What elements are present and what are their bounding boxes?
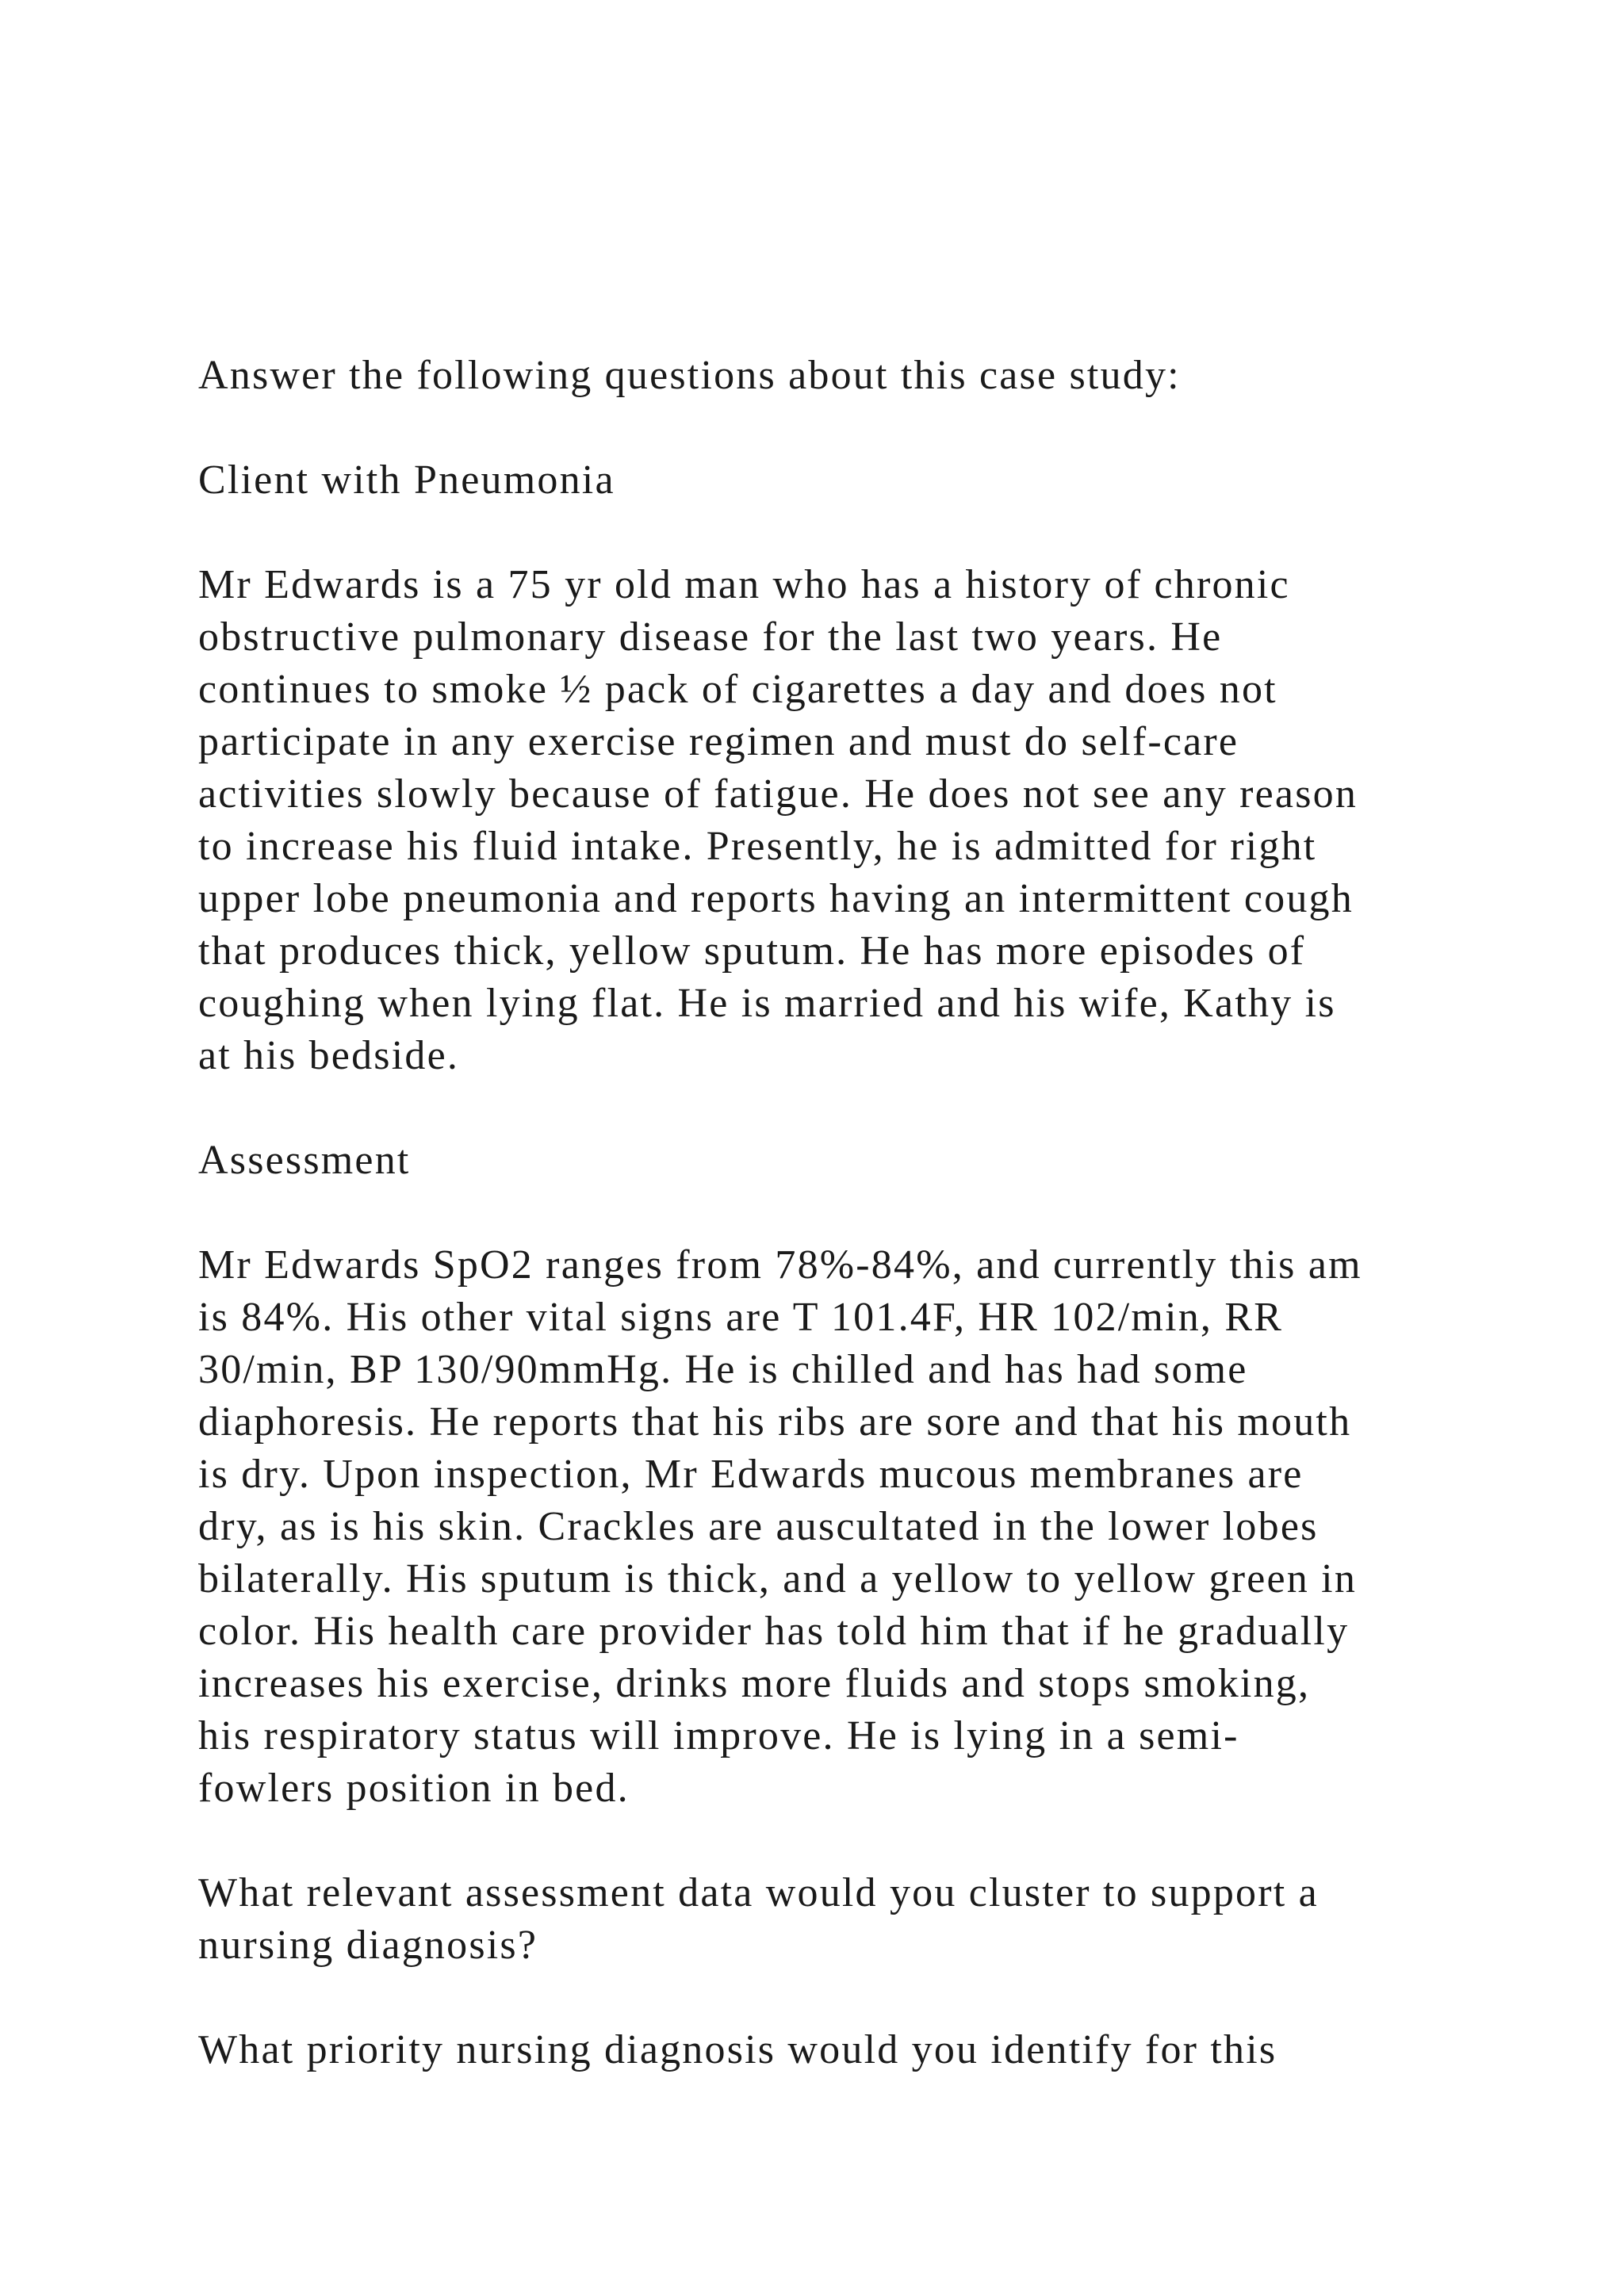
text-line: Mr Edwards is a 75 yr old man who has a history of chronic — [198, 562, 1290, 607]
text-line: Assessment — [198, 1138, 411, 1183]
text-line: bilaterally. His sputum is thick, and a yellow to yellow green in — [198, 1556, 1358, 1601]
text-line: Answer the following questions about this case study: — [198, 353, 1181, 398]
text-line: 30/min, BP 130/90mmHg. He is chilled and has had some — [198, 1347, 1248, 1392]
text-line: Mr Edwards SpO2 ranges from 78%-84%, and currently this am — [198, 1242, 1362, 1288]
text-line: color. His health care provider has told him that if he gradually — [198, 1609, 1350, 1654]
case-title — [198, 454, 1546, 507]
assessment-paragraph — [198, 1239, 1546, 1815]
text-line: nursing diagnosis? — [198, 1923, 538, 1968]
text-line: obstructive pulmonary disease for the last two years. He — [198, 614, 1223, 660]
text-line: continues to smoke ½ pack of cigarettes a day and does not — [198, 667, 1277, 712]
text-line: his respiratory status will improve. He is lying in a semi- — [198, 1713, 1239, 1758]
text-line: coughing when lying flat. He is married and his wife, Kathy is — [198, 981, 1336, 1026]
text-line: dry, as is his skin. Crackles are auscultated in the lower lobes — [198, 1504, 1319, 1549]
text-line: What priority nursing diagnosis would you identify for this — [198, 2027, 1277, 2072]
text-line: that produces thick, yellow sputum. He has more episodes of — [198, 928, 1306, 974]
text-line: is 84%. His other vital signs are T 101.4F, HR 102/min, RR — [198, 1295, 1284, 1340]
text-line: What relevant assessment data would you cluster to support a — [198, 1870, 1319, 1915]
text-line: fowlers position in bed. — [198, 1766, 630, 1811]
question-1 — [198, 1867, 1546, 1972]
text-line: increases his exercise, drinks more fluids and stops smoking, — [198, 1661, 1311, 1706]
text-line: upper lobe pneumonia and reports having an intermittent cough — [198, 876, 1354, 921]
question-2 — [198, 2024, 1546, 2076]
instruction-paragraph — [198, 350, 1546, 402]
text-line: to increase his fluid intake. Presently, he is admitted for right — [198, 824, 1317, 869]
text-line: diaphoresis. He reports that his ribs are sore and that his mouth — [198, 1399, 1352, 1445]
assessment-heading — [198, 1135, 1546, 1187]
history-paragraph — [198, 559, 1546, 1082]
text-line: Client with Pneumonia — [198, 457, 615, 503]
text-line: activities slowly because of fatigue. He does not see any reason — [198, 771, 1358, 817]
text-line: is dry. Upon inspection, Mr Edwards mucous membranes are — [198, 1452, 1304, 1497]
text-line: at his bedside. — [198, 1033, 460, 1078]
document-body — [198, 350, 1546, 2129]
text-line: participate in any exercise regimen and must do self-care — [198, 719, 1239, 764]
